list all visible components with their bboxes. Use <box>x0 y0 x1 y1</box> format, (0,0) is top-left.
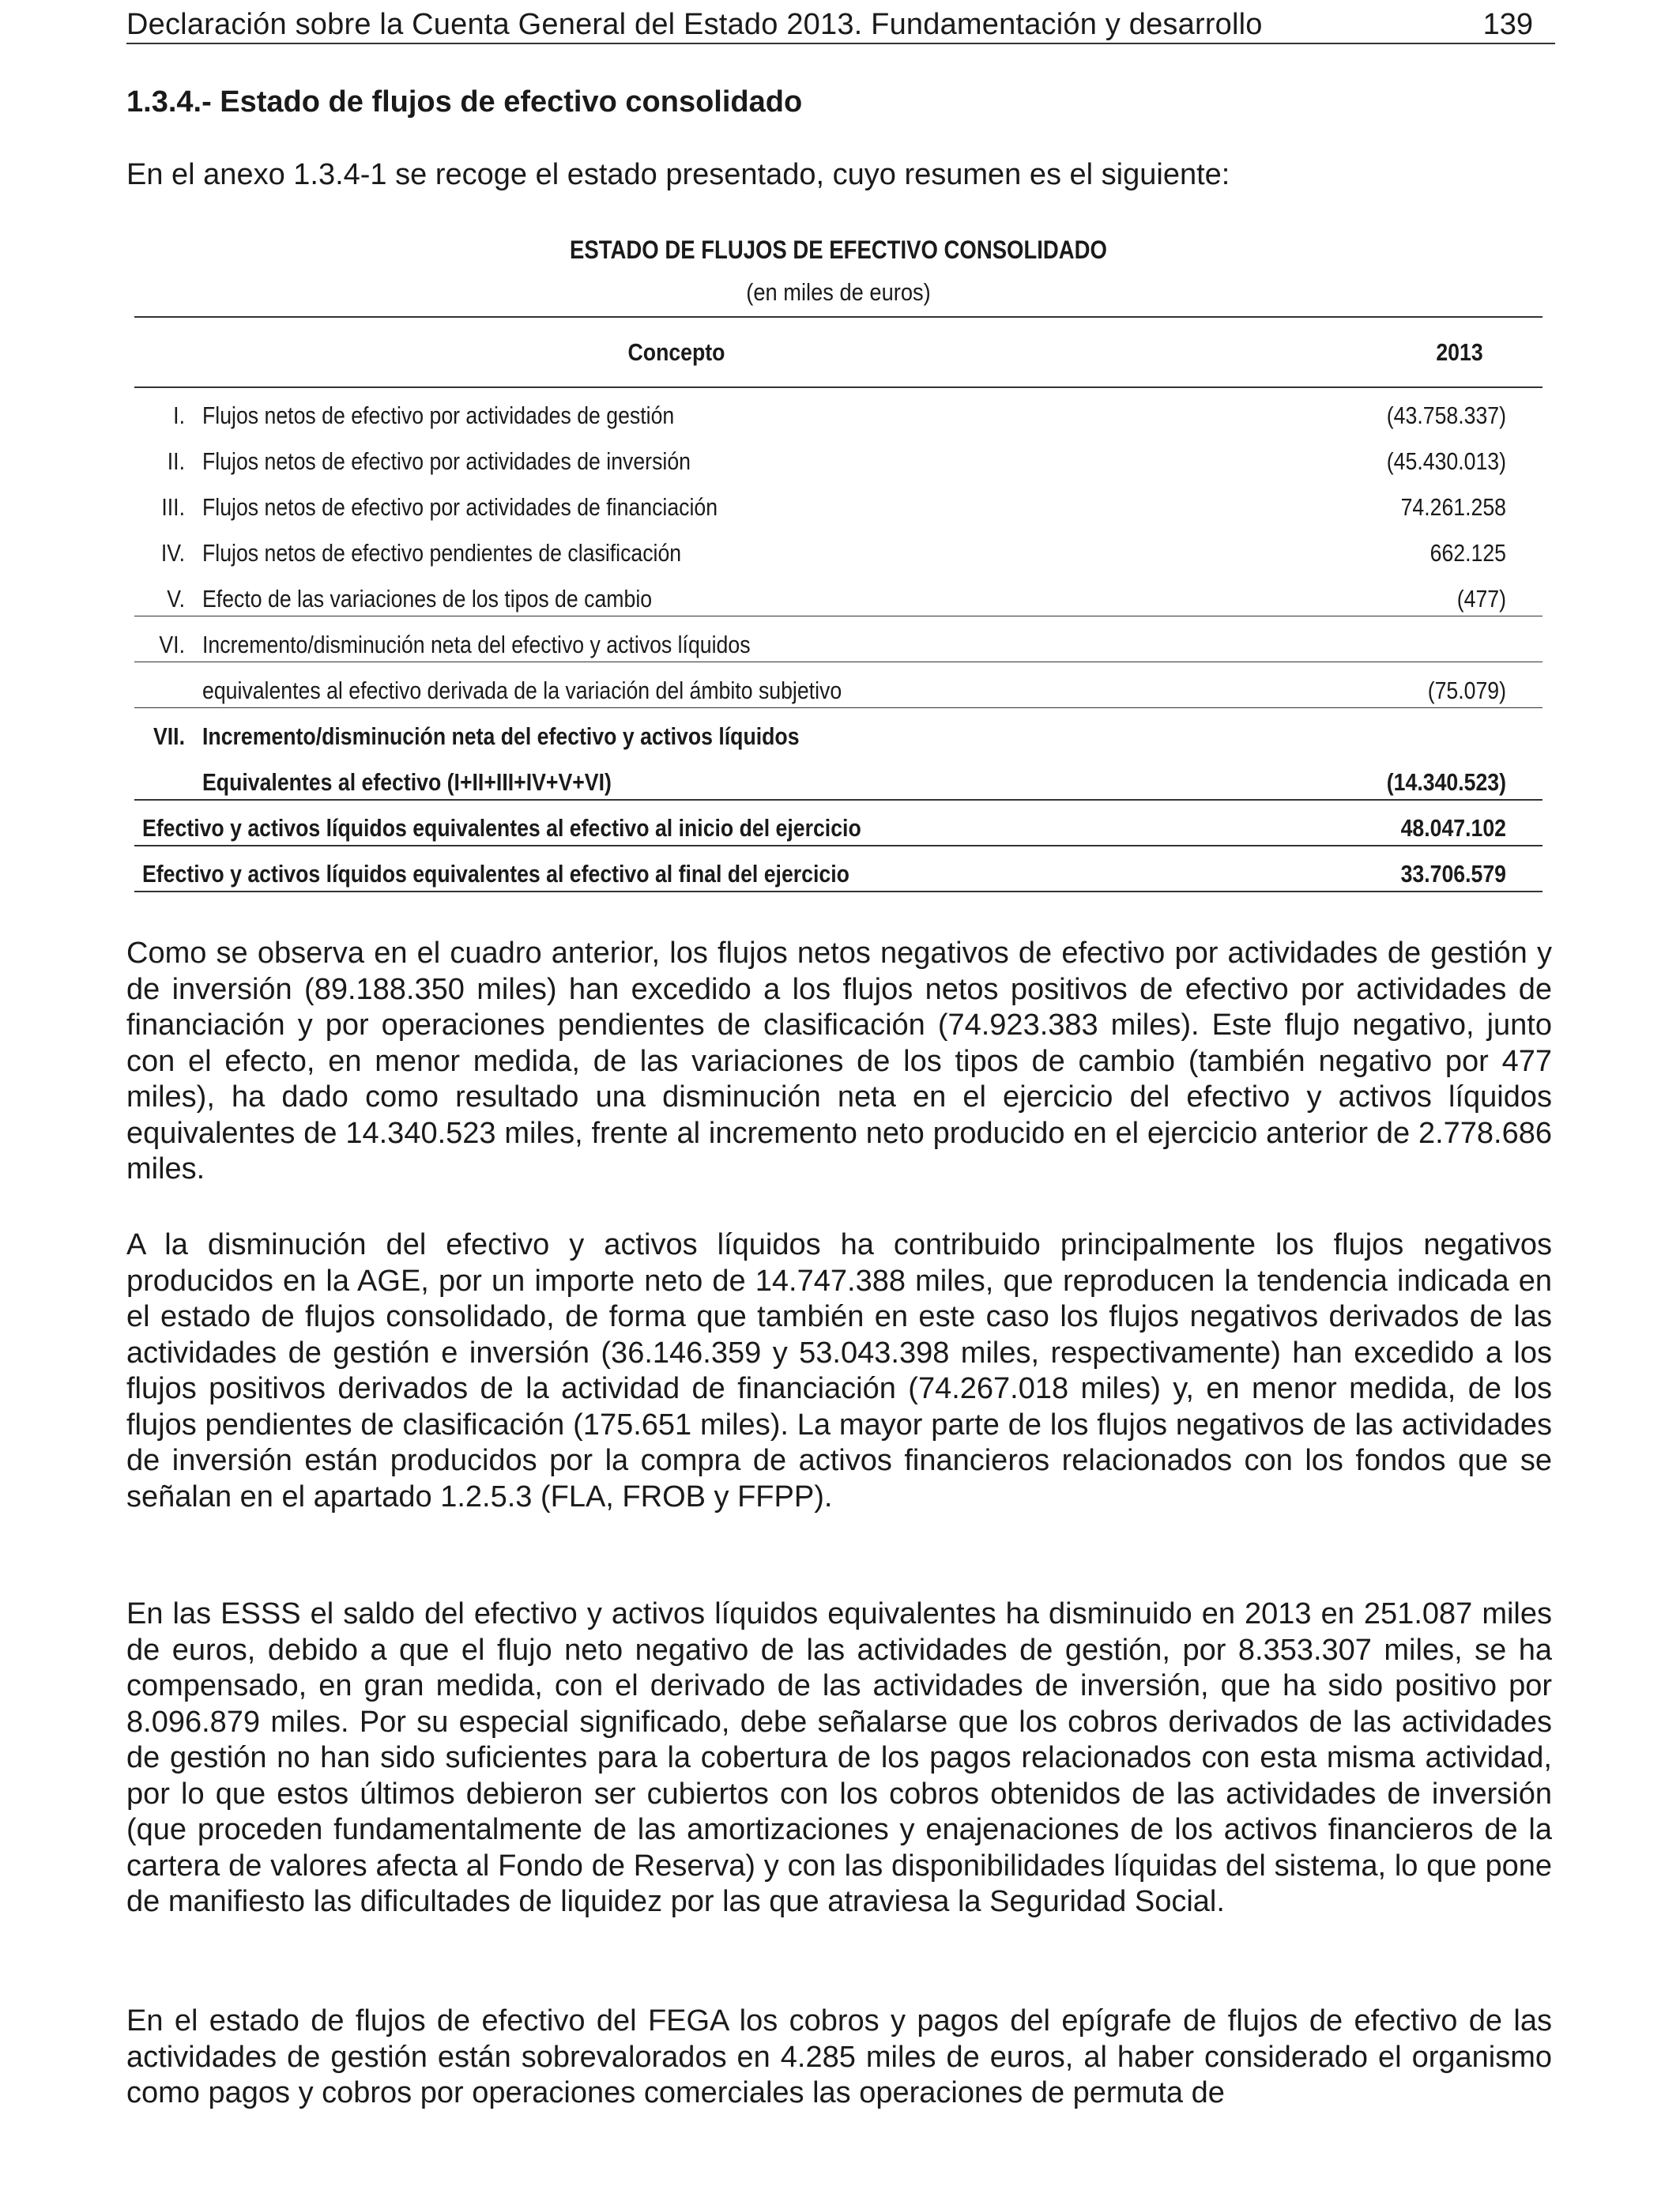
table-title: ESTADO DE FLUJOS DE EFECTIVO CONSOLIDADO <box>570 236 1107 264</box>
row-value: (45.430.013) <box>1386 447 1506 475</box>
row-value: 74.261.258 <box>1400 493 1506 521</box>
row-roman: III. <box>161 493 185 521</box>
page-header <box>126 3 1555 44</box>
row-roman: I. <box>173 401 185 429</box>
table-subtitle: (en miles de euros) <box>746 278 931 306</box>
header-title: Declaración sobre la Cuenta General del Estado 2013. Fundamentación y desarrollo <box>126 8 1263 41</box>
row-value: (477) <box>1456 585 1506 613</box>
total-value: 33.706.579 <box>1400 860 1506 888</box>
total-label: Efectivo y activos líquidos equivalentes al efectivo al final del ejercicio <box>142 860 849 888</box>
table-rule <box>134 707 1543 708</box>
table-rule <box>134 386 1543 388</box>
total-label: Efectivo y activos líquidos equivalentes al efectivo al inicio del ejercicio <box>142 814 861 842</box>
table-rule <box>134 845 1543 846</box>
section-title: 1.3.4.- Estado de flujos de efectivo consolidado <box>126 85 803 119</box>
column-header-concepto: Concepto <box>627 338 725 366</box>
row-label: Incremento/disminución neta del efectivo y activos líquidos <box>202 631 751 658</box>
row-label: Incremento/disminución neta del efectivo y activos líquidos <box>202 722 800 750</box>
row-value: (14.340.523) <box>1386 768 1506 796</box>
table-rule <box>134 316 1543 318</box>
row-value: 662.125 <box>1430 539 1506 567</box>
row-roman: VI. <box>159 631 185 658</box>
row-roman: II. <box>167 447 185 475</box>
row-label: Flujos netos de efectivo por actividades de gestión <box>202 401 675 429</box>
row-roman: IV. <box>160 539 185 567</box>
row-label: Flujos netos de efectivo por actividades de inversión <box>202 447 691 475</box>
body-paragraph: En el estado de flujos de efectivo del FEGA los cobros y pagos del epígrafe de flujos de efectivo de las actividades de gestión están sobrevalorados en 4.285 miles de euros, al haber considerado el organismo como pagos y cobros por operaciones comerciales las operaciones de permuta de <box>126 2004 1552 2109</box>
row-label-continued: Equivalentes al efectivo (I+II+III+IV+V+VI) <box>202 768 612 796</box>
row-value: (75.079) <box>1427 677 1506 704</box>
row-label: Flujos netos de efectivo por actividades de financiación <box>202 493 718 521</box>
body-paragraph: Como se observa en el cuadro anterior, los flujos netos negativos de efectivo por actividades de gestión y de inversión (89.188.350 miles) han excedido a los flujos netos positivos de efectivo por actividades de financiación y por operaciones pendientes de clasificación (74.923.383 miles). Este flujo negativo, junto con el efecto, en menor medida, de las variaciones de los tipos de cambio (también negativo por 477 miles), ha dado como resultado una disminución neta en el ejercicio del efectivo y activos líquidos equivalentes de 14.340.523 miles, frente al incremento neto producido en el ejercicio anterior de 2.778.686 miles. <box>126 937 1552 1186</box>
column-header-year: 2013 <box>1436 338 1483 366</box>
page-number: 139 <box>1482 8 1533 41</box>
row-label-continued: equivalentes al efectivo derivada de la variación del ámbito subjetivo <box>202 677 842 704</box>
body-paragraph: A la disminución del efectivo y activos líquidos ha contribuido principalmente los flujos negativos producidos en la AGE, por un importe neto de 14.747.388 miles, que reproducen la tendencia indicada en el estado de flujos consolidado, de forma que también en este caso los flujos negativos derivados de las actividades de gestión e inversión (36.146.359 y 53.043.398 miles, respectivamente) han excedido a los flujos positivos derivados de la actividad de financiación (74.267.018 miles) y, en menor medida, de los flujos pendientes de clasificación (175.651 miles). La mayor parte de los flujos negativos de las actividades de inversión están producidos por la compra de activos financieros relacionados con los fondos que se señalan en el apartado 1.2.5.3 (FLA, FROB y FFPP). <box>126 1228 1552 1514</box>
body-paragraph: En las ESSS el saldo del efectivo y activos líquidos equivalentes ha disminuido en 2013 en 251.087 miles de euros, debido a que el flujo neto negativo de las actividades de gestión, por 8.353.307 miles, se ha compensado, en gran medida, con el derivado de las actividades de inversión, que ha sido positivo por 8.096.879 miles. Por su especial significado, debe señalarse que los cobros derivados de las actividades de gestión no han sido suficientes para la cobertura de los pagos relacionados con esta misma actividad, por lo que estos últimos debieron ser cubiertos con los cobros obtenidos de las actividades de inversión (que proceden fundamentalmente de las amortizaciones y enajenaciones de los activos financieros de la cartera de valores afecta al Fondo de Reserva) y con las disponibilidades líquidas del sistema, lo que pone de manifiesto las dificultades de liquidez por las que atraviesa la Seguridad Social. <box>126 1597 1552 1918</box>
row-roman: V. <box>167 585 185 613</box>
row-label: Efecto de las variaciones de los tipos de cambio <box>202 585 653 613</box>
table-rule <box>134 891 1543 892</box>
row-roman: VII. <box>153 722 185 750</box>
intro-text: En el anexo 1.3.4-1 se recoge el estado presentado, cuyo resumen es el siguiente: <box>126 158 1230 191</box>
total-value: 48.047.102 <box>1400 814 1506 842</box>
row-value: (43.758.337) <box>1386 401 1506 429</box>
table-rule <box>134 799 1543 801</box>
row-label: Flujos netos de efectivo pendientes de clasificación <box>202 539 682 567</box>
